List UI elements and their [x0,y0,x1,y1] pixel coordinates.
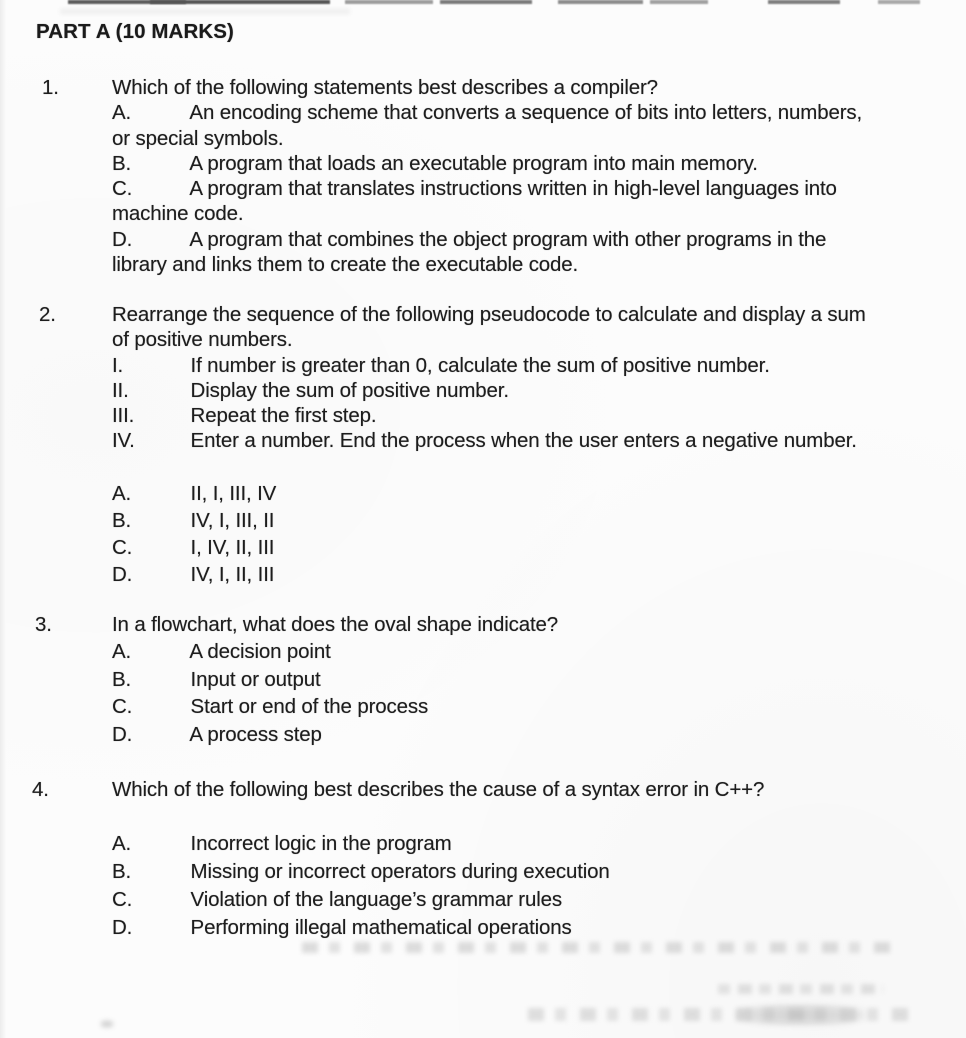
option-text: A program that combines the object program with other programs in the [189,227,827,251]
scan-artifact-top [345,0,433,4]
option-text: Performing illegal mathematical operations [190,916,572,939]
option-text: II, I, III, IV [190,482,277,505]
scan-artifact-top [768,0,840,4]
option-text: Missing or incorrect operators during execution [190,860,610,883]
question-text: Rearrange the sequence of the following pseudocode to calculate and display a sum [112,303,866,326]
option-label: C. [112,695,133,719]
step-text: Display the sum of positive number. [190,378,509,402]
question-text: In a flowchart, what does the oval shape indicate? [112,613,559,636]
option-b [0,858,966,886]
option-a-continued [0,126,966,151]
question-number: 2. [39,303,56,326]
question-text: Which of the following statements best describes a compiler? [112,76,658,99]
option-c [0,176,966,201]
option-text: Violation of the language’s grammar rules [190,888,562,911]
option-a [0,830,966,858]
option-text: A process step [189,722,322,746]
scan-artifact-top [558,0,643,4]
option-a [0,480,966,507]
option-label: B. [112,860,132,883]
option-b [0,666,966,693]
scan-artifact-top [60,9,350,14]
option-c-continued [0,201,966,226]
option-text: An encoding scheme that converts a sequence of bits into letters, numbers, [189,101,863,125]
option-text: or special symbols. [112,126,284,150]
option-label: D. [112,722,133,746]
option-c [0,534,966,561]
question-line [0,776,966,803]
option-label: A. [112,640,132,664]
bleed-through-artifact [302,942,892,953]
question-number: 3. [35,613,52,636]
option-text: IV, I, III, II [190,509,275,532]
question-line [0,302,966,327]
step-label: I. [112,353,124,377]
scan-artifact-top [150,0,330,4]
option-text: I, IV, II, III [190,536,275,559]
question-line [0,75,966,100]
option-d [0,721,966,748]
bleed-through-artifact [100,1020,114,1028]
option-d [0,227,966,252]
question-number: 4. [32,778,49,801]
step-ii [0,378,966,403]
step-label: II. [112,378,129,402]
option-label: D. [112,916,133,939]
option-label: B. [112,151,132,175]
question-4-options [0,830,966,942]
option-a [0,100,966,125]
step-text: If number is greater than 0, calculate the sum of positive number. [190,353,770,377]
option-label: A. [112,832,132,855]
option-b [0,507,966,534]
step-i [0,353,966,378]
option-text: machine code. [112,202,244,226]
option-d [0,561,966,588]
question-2-options [0,480,966,588]
option-label: C. [112,888,133,911]
question-text: Which of the following best describes the cause of a syntax error in C++? [112,778,765,801]
step-label: III. [112,404,135,428]
question-number: 1. [42,76,59,99]
question-3 [0,611,966,748]
option-label: A. [112,101,132,125]
option-b [0,151,966,176]
scan-artifact-top [878,0,920,4]
option-text: IV, I, II, III [190,563,275,586]
step-iii [0,403,966,428]
option-label: C. [112,177,133,201]
bleed-through-artifact [718,984,883,994]
option-text: Incorrect logic in the program [190,832,452,855]
question-1 [0,75,966,277]
step-label: IV. [112,429,135,453]
option-text: A decision point [189,640,331,664]
option-label: D. [112,227,133,251]
part-header: PART A (10 MARKS) [36,20,234,43]
option-a [0,638,966,665]
scan-artifact-top [440,0,532,4]
option-text: A program that translates instructions written in high-level languages into [189,177,837,201]
option-label: B. [112,667,132,691]
question-2 [0,302,966,454]
bleed-through-artifact [735,1004,865,1026]
question-text: of positive numbers. [112,328,293,352]
option-text: A program that loads an executable program into main memory. [189,151,758,175]
option-text: library and links them to create the executable code. [112,253,579,277]
step-iv [0,428,966,453]
option-c [0,886,966,914]
step-text: Repeat the first step. [190,404,377,428]
option-d [0,914,966,942]
scan-artifact-top [650,0,708,4]
option-d-continued [0,252,966,277]
question-4 [0,776,966,803]
step-text: Enter a number. End the process when the user enters a negative number. [190,429,857,453]
option-label: B. [112,509,132,532]
option-label: A. [112,482,132,505]
option-text: Start or end of the process [190,695,429,719]
option-label: D. [112,563,133,586]
question-line [0,611,966,638]
option-c [0,693,966,720]
option-label: C. [112,536,133,559]
option-text: Input or output [190,667,321,691]
question-line-continued [0,327,966,352]
